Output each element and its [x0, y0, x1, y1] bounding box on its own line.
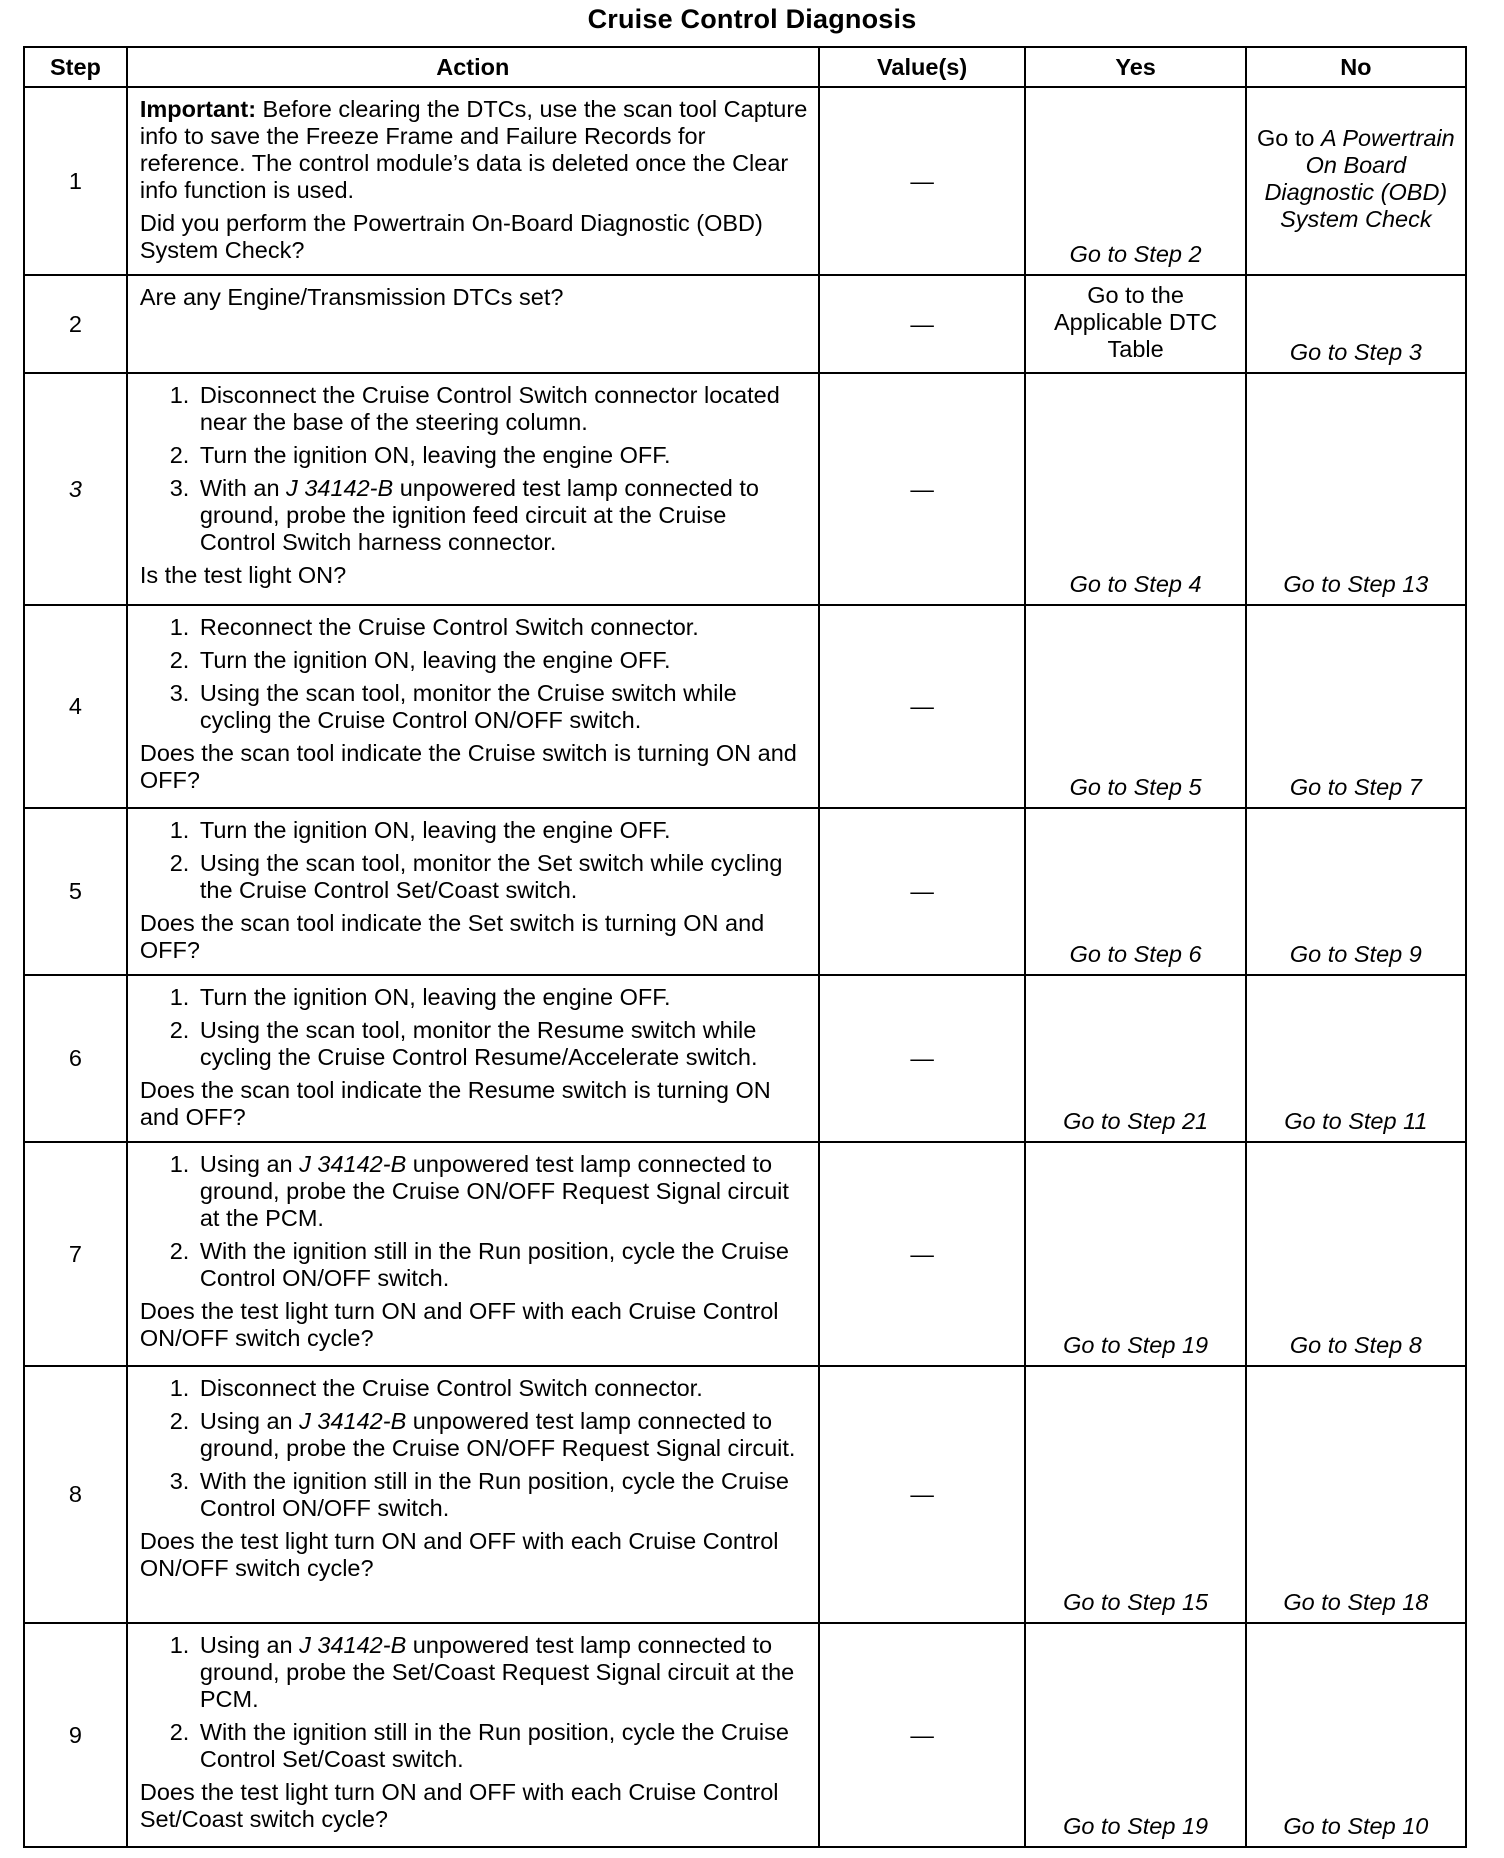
action-cell — [127, 1623, 819, 1847]
procedure-item: 3. Using the scan tool, monitor the Cruise switch while cycling the Cruise Control ON/OFF switch. — [196, 680, 808, 734]
value-dash: — — [819, 975, 1026, 1142]
value-dash: — — [819, 1623, 1026, 1847]
yes-result: Go to Step 19 — [1025, 1142, 1245, 1366]
action-question: Is the test light ON? — [139, 562, 347, 588]
action-question: Does the test light turn ON and OFF with each Cruise Control ON/OFF switch cycle? — [139, 1528, 779, 1581]
yes-result: Go to Step 21 — [1025, 975, 1245, 1142]
table-row — [24, 605, 1466, 808]
step-number: 3 — [24, 373, 127, 605]
action-cell — [127, 275, 819, 373]
table-row — [24, 87, 1466, 275]
table-row — [24, 275, 1466, 373]
procedure-item: 2. Turn the ignition ON, leaving the engine OFF. — [196, 442, 808, 469]
value-dash: — — [819, 1366, 1026, 1623]
header-yes: Yes — [1025, 47, 1245, 87]
table-header-row — [24, 47, 1466, 87]
yes-result: Go to Step 19 — [1025, 1623, 1245, 1847]
step-number: 1 — [24, 87, 127, 275]
header-action: Action — [127, 47, 819, 87]
procedure-list — [140, 614, 808, 734]
procedure-item: 1. Disconnect the Cruise Control Switch connector located near the base of the steering column. — [196, 382, 808, 436]
no-result-link: A Powertrain On Board Diagnostic (OBD) System Check — [1264, 125, 1455, 232]
step-number: 2 — [24, 275, 127, 373]
action-question: Does the scan tool indicate the Cruise switch is turning ON and OFF? — [139, 740, 797, 793]
table-row — [24, 808, 1466, 975]
yes-result: Go to Step 4 — [1025, 373, 1245, 605]
procedure-item: 1. Using an J 34142-B unpowered test lamp connected to ground, probe the Cruise ON/OFF Request Signal circuit at the PCM. — [196, 1151, 808, 1232]
procedure-item: 1. Turn the ignition ON, leaving the engine OFF. — [196, 984, 808, 1011]
value-dash: — — [819, 808, 1026, 975]
no-result — [1246, 87, 1466, 275]
step-number: 7 — [24, 1142, 127, 1366]
procedure-item: 2. Using the scan tool, monitor the Set switch while cycling the Cruise Control Set/Coast switch. — [196, 850, 808, 904]
no-result: Go to Step 7 — [1246, 605, 1466, 808]
no-result: Go to Step 10 — [1246, 1623, 1466, 1847]
procedure-item: 2. Using the scan tool, monitor the Resume switch while cycling the Cruise Control Resume/Accelerate switch. — [196, 1017, 808, 1071]
header-values: Value(s) — [819, 47, 1026, 87]
yes-result: Go to Step 15 — [1025, 1366, 1245, 1623]
important-note — [140, 96, 808, 204]
procedure-item: 3. With the ignition still in the Run position, cycle the Cruise Control ON/OFF switch. — [196, 1468, 808, 1522]
action-question: Does the scan tool indicate the Set switch is turning ON and OFF? — [139, 910, 765, 963]
value-dash: — — [819, 275, 1026, 373]
procedure-list — [140, 1375, 808, 1522]
procedure-item: 2. Using an J 34142-B unpowered test lamp connected to ground, probe the Cruise ON/OFF Request Signal circuit. — [196, 1408, 808, 1462]
procedure-item: 1. Using an J 34142-B unpowered test lamp connected to ground, probe the Set/Coast Request Signal circuit at the PCM. — [196, 1632, 808, 1713]
value-dash: — — [819, 373, 1026, 605]
procedure-list — [140, 817, 808, 904]
procedure-item: 1. Disconnect the Cruise Control Switch connector. — [196, 1375, 808, 1402]
header-no: No — [1246, 47, 1466, 87]
table-row — [24, 975, 1466, 1142]
tool-number: J 34142-B — [299, 1408, 407, 1434]
action-cell — [127, 975, 819, 1142]
step-number: 9 — [24, 1623, 127, 1847]
step-number: 4 — [24, 605, 127, 808]
step-number: 8 — [24, 1366, 127, 1623]
value-dash: — — [819, 87, 1026, 275]
page-title: Cruise Control Diagnosis — [587, 4, 917, 34]
step-number: 5 — [24, 808, 127, 975]
action-question: Did you perform the Powertrain On-Board Diagnostic (OBD) System Check? — [139, 210, 763, 263]
no-result: Go to Step 9 — [1246, 808, 1466, 975]
important-text: Before clearing the DTCs, use the scan tool Capture info to save the Freeze Frame and Failure Records for reference. The control module’s data is deleted once the Clear info function is used. — [139, 96, 808, 203]
procedure-item: 1. Turn the ignition ON, leaving the engine OFF. — [196, 817, 808, 844]
tool-number: J 34142-B — [299, 1151, 407, 1177]
yes-result: Go to Step 2 — [1025, 87, 1245, 275]
step-number: 6 — [24, 975, 127, 1142]
table-row — [24, 1142, 1466, 1366]
no-result: Go to Step 8 — [1246, 1142, 1466, 1366]
procedure-list — [140, 984, 808, 1071]
action-cell — [127, 808, 819, 975]
action-question: Does the test light turn ON and OFF with each Cruise Control Set/Coast switch cycle? — [139, 1779, 779, 1832]
action-question: Are any Engine/Transmission DTCs set? — [139, 284, 564, 310]
action-question: Does the test light turn ON and OFF with each Cruise Control ON/OFF switch cycle? — [139, 1298, 779, 1351]
procedure-list — [140, 382, 808, 556]
tool-number: J 34142-B — [299, 1632, 407, 1658]
action-question: Does the scan tool indicate the Resume switch is turning ON and OFF? — [139, 1077, 771, 1130]
action-cell — [127, 1142, 819, 1366]
no-result-prefix: Go to — [1257, 125, 1322, 151]
table-row — [24, 373, 1466, 605]
procedure-item: 2. Turn the ignition ON, leaving the engine OFF. — [196, 647, 808, 674]
yes-result: Go to the Applicable DTC Table — [1025, 275, 1245, 373]
procedure-list — [140, 1151, 808, 1292]
no-result: Go to Step 18 — [1246, 1366, 1466, 1623]
important-label: Important: — [139, 96, 257, 122]
action-cell — [127, 87, 819, 275]
procedure-list — [140, 1632, 808, 1773]
procedure-item: 2. With the ignition still in the Run position, cycle the Cruise Control Set/Coast switch. — [196, 1719, 808, 1773]
tool-number: J 34142-B — [286, 475, 394, 501]
yes-result: Go to Step 5 — [1025, 605, 1245, 808]
table-row — [24, 1623, 1466, 1847]
no-result: Go to Step 11 — [1246, 975, 1466, 1142]
action-cell — [127, 1366, 819, 1623]
procedure-item: 2. With the ignition still in the Run position, cycle the Cruise Control ON/OFF switch. — [196, 1238, 808, 1292]
value-dash: — — [819, 605, 1026, 808]
procedure-item: 1. Reconnect the Cruise Control Switch connector. — [196, 614, 808, 641]
diagnosis-table — [23, 46, 1467, 1848]
action-cell — [127, 605, 819, 808]
no-result: Go to Step 13 — [1246, 373, 1466, 605]
action-cell — [127, 373, 819, 605]
header-step: Step — [24, 47, 127, 87]
procedure-item: 3. With an J 34142-B unpowered test lamp connected to ground, probe the ignition feed circuit at the Cruise Control Switch harness connector. — [196, 475, 808, 556]
value-dash: — — [819, 1142, 1026, 1366]
no-result: Go to Step 3 — [1246, 275, 1466, 373]
yes-result: Go to Step 6 — [1025, 808, 1245, 975]
table-row — [24, 1366, 1466, 1623]
